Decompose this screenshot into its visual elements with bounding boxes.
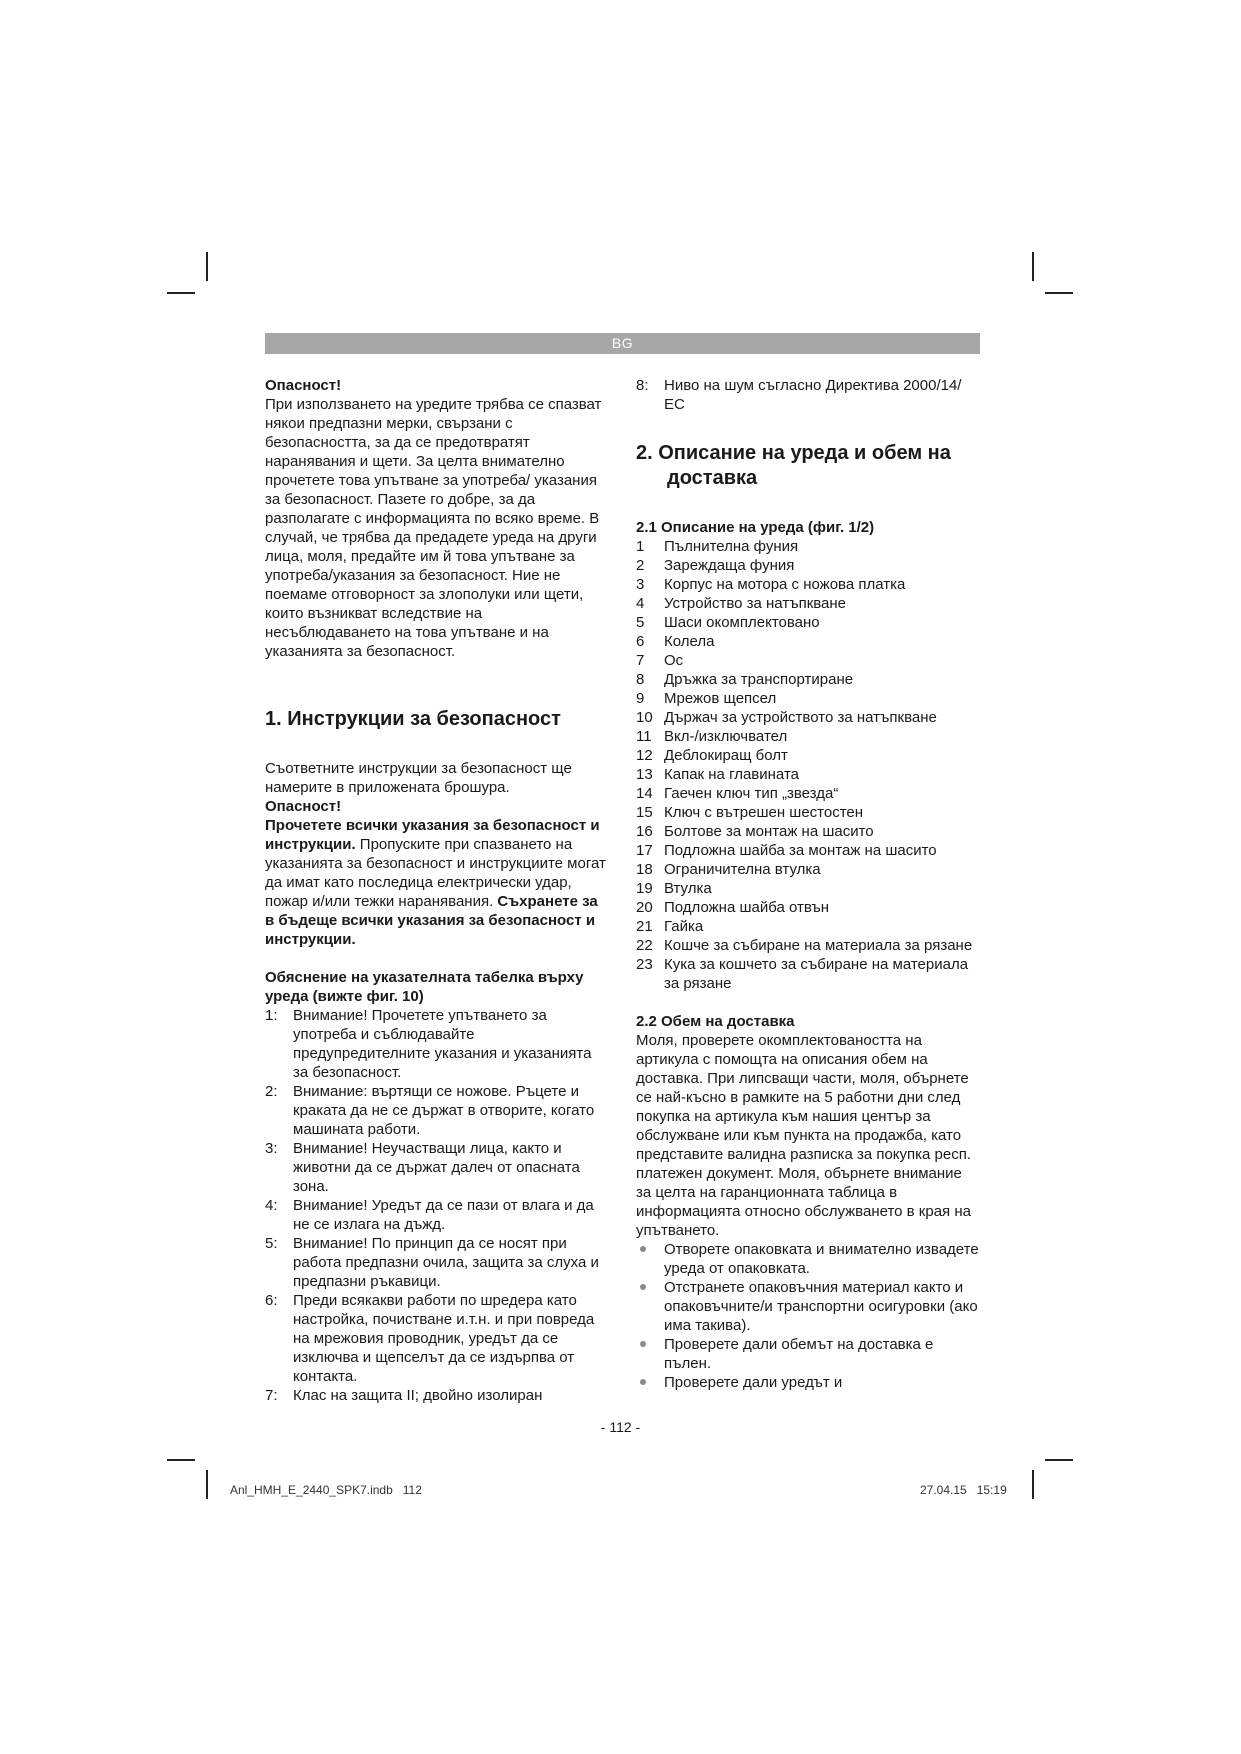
section-1-heading: 1. Инструкции за безопасност — [265, 708, 561, 730]
print-file-info: Anl_HMH_E_2440_SPK7.indb 112 — [230, 1483, 422, 1497]
parts-list — [636, 537, 981, 993]
list-item: 13 Капак на главината — [636, 766, 799, 783]
crop-mark-bottom-left-horizontal — [167, 1459, 195, 1461]
crop-mark-bottom-left-vertical — [206, 1470, 208, 1499]
left-column — [265, 376, 610, 1405]
list-item: Отворете опаковката и внимателно извадете уреда от опаковката. — [636, 1240, 981, 1278]
subsection-2-1-heading: 2.1 Описание на уреда (фиг. 1/2) — [636, 519, 875, 536]
safety-instructions-paragraph — [265, 816, 610, 949]
section-2-heading: 2. Описание на уреда и обем на доставка — [636, 442, 951, 489]
right-column — [636, 376, 981, 1392]
list-item: 5: Внимание! По принцип да се носят при работа предпазни очила, защита за слуха и предпазни ръкавици. — [265, 1235, 599, 1290]
bullet-icon — [640, 1246, 646, 1252]
language-code: BG — [611, 335, 634, 351]
list-item: 1 Пълнителна фуния — [636, 538, 799, 555]
list-item: 1: Внимание! Прочетете упътването за употреба и съблюдавайте предупредителните указания и указанията за безопасност. — [265, 1007, 592, 1081]
list-item: 22 Кошче за събиране на материала за рязане — [636, 937, 973, 954]
list-item: 6: Преди всякакви работи по шредера като настройка, почистване и.т.н. и при повреда на мрежовия проводник, уредът да се изключва и щепселът да се издърпва от контакта. — [265, 1292, 595, 1385]
crop-mark-bottom-right-horizontal — [1045, 1459, 1073, 1461]
danger-title-2: Опасност! — [265, 798, 342, 815]
read-all-text: Пропуските при спазването на указанията за безопасност и инструкциите могат да имат като последица електрически удар, пожар и/или тежки наранявания. — [265, 836, 606, 910]
crop-mark-top-right-vertical — [1032, 252, 1034, 281]
list-item: 23 Кука за кошчето за събиране на материала за рязане — [636, 956, 969, 992]
list-item: 2: Внимание: въртящи се ножове. Ръцете и краката да не се държат в отворите, когато машината работи. — [265, 1083, 595, 1138]
list-item: 14 Гаечен ключ тип „звезда“ — [636, 785, 839, 802]
language-header-bar — [265, 333, 980, 354]
list-item: 3 Корпус на мотора с ножова платка — [636, 576, 906, 593]
list-item: 7 Ос — [636, 652, 684, 669]
crop-mark-top-left-horizontal — [167, 292, 195, 294]
list-item: 6 Колела — [636, 633, 715, 650]
list-item: 4: Внимание! Уредът да се пази от влага и да не се излага на дъжд. — [265, 1197, 594, 1233]
print-datetime: 27.04.15 15:19 — [920, 1483, 1007, 1497]
page-number: - 112 - — [600, 1419, 641, 1435]
keep-instructions-bold: Съхранете за в бъдеще всички указания за безопасност и инструкции. — [265, 893, 598, 948]
crop-mark-top-right-horizontal — [1045, 292, 1073, 294]
list-item: 7: Клас на защита II; двойно изолиран — [265, 1387, 543, 1404]
list-item: 9 Мрежов щепсел — [636, 690, 777, 707]
crop-mark-top-left-vertical — [206, 252, 208, 281]
list-item: 12 Деблокиращ болт — [636, 747, 788, 764]
delivery-paragraph: Моля, проверете окомплектоваността на артикула с помощта на описания обем на доставка. При липсващи части, моля, обърнете се най-късно в рамките на 5 работни дни след покупка на артикула към нашия център за обслужване или към пункта на продажба, като представите валидна разписка за покупка респ. платежен документ. Моля, обърнете внимание за целта на гаранционната таблица в информацията относно обслужването в края на упътването. — [636, 1032, 972, 1239]
danger-paragraph: При използването на уредите трябва се спазват някои предпазни мерки, свързани с безопасността, за да се предотвратят наранявания и щети. За целта внимателно прочетете това упътване за употреба/ указания за безопасност. Пазете го добре, за да разполагате с информацията по всяко време. В случай, че трябва да предадете уреда на други лица, моля, предайте им й това упътване за употреба/указания за безопасност. Ние не поемаме отговорност за злополуки или щети, които възникват вследствие на несъблюдаването на това упътване и на указанията за безопасност. — [265, 396, 602, 660]
section-1-intro: Съответните инструкции за безопасност ще намерите в приложената брошура. — [265, 760, 572, 796]
list-item: Проверете дали уредът и — [636, 1373, 981, 1392]
list-item: 21 Гайка — [636, 918, 704, 935]
list-item: 8: Ниво на шум съгласно Директива 2000/14/ EC — [636, 377, 962, 413]
list-item: 3: Внимание! Неучастващи лица, както и животни да се държат далеч от опасната зона. — [265, 1140, 580, 1195]
list-item: 8 Дръжка за транспортиране — [636, 671, 854, 688]
rating-plate-list-continued — [636, 376, 981, 414]
list-item: Проверете дали обемът на доставка е пълен. — [636, 1335, 981, 1373]
list-item: 10 Държач за устройството за натъпкване — [636, 709, 937, 726]
rating-plate-list — [265, 1006, 610, 1405]
rating-plate-heading: Обяснение на указателната табелка върху уреда (вижте фиг. 10) — [265, 969, 584, 1005]
list-item: 17 Подложна шайба за монтаж на шасито — [636, 842, 937, 859]
list-item: 11 Вкл-/изключвател — [636, 728, 788, 745]
danger-title: Опасност! — [265, 377, 342, 394]
subsection-2-2-heading: 2.2 Обем на доставка — [636, 1013, 795, 1030]
read-all-bold: Прочетете всички указания за безопасност и инструкции. — [265, 817, 600, 853]
list-item: Отстранете опаковъчния материал както и опаковъчните/и транспортни осигуровки (ако има такива). — [636, 1278, 981, 1335]
list-item: 2 Зареждаща фуния — [636, 557, 795, 574]
bullet-icon — [640, 1379, 646, 1385]
bullet-icon — [640, 1284, 646, 1290]
list-item: 4 Устройство за натъпкване — [636, 595, 847, 612]
crop-mark-bottom-right-vertical — [1032, 1470, 1034, 1499]
list-item: 15 Ключ с вътрешен шестостен — [636, 804, 864, 821]
list-item: 16 Болтове за монтаж на шасито — [636, 823, 874, 840]
list-item: 18 Ограничителна втулка — [636, 861, 821, 878]
delivery-checklist — [636, 1240, 981, 1392]
bullet-icon — [640, 1341, 646, 1347]
list-item: 5 Шаси окомплектовано — [636, 614, 820, 631]
list-item: 20 Подложна шайба отвън — [636, 899, 829, 916]
list-item: 19 Втулка — [636, 880, 712, 897]
